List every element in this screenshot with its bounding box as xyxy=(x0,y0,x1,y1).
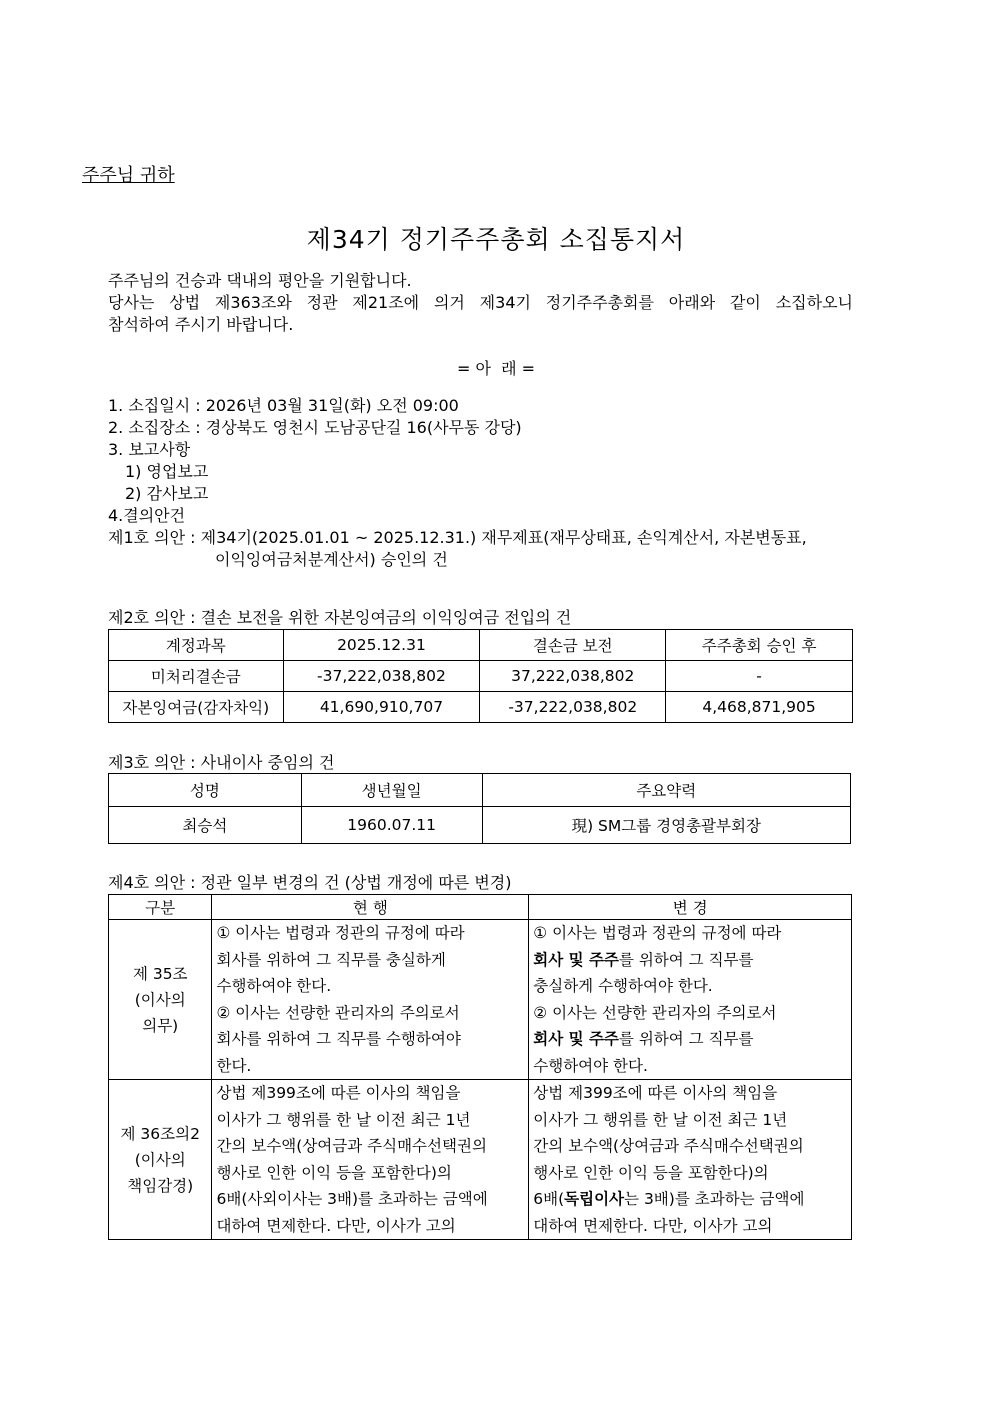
agenda1-line-2: 이익잉여금처분계산서) 승인의 건 xyxy=(215,550,448,569)
bold-text: 회사 및 주주 xyxy=(533,1030,619,1048)
header-cell: 성명 xyxy=(109,774,302,807)
text-line: 간의 보수액(상여금과 주식매수선택권의 xyxy=(216,1137,487,1155)
text-line: 이사가 그 행위를 한 날 이전 최근 1년 xyxy=(533,1110,788,1129)
article-35-label xyxy=(109,920,212,1080)
text-line: ② 이사는 선량한 관리자의 주의로서 xyxy=(216,1003,460,1022)
table-row xyxy=(109,661,853,692)
table-cell: 現) SM그룹 경영총괄부회장 xyxy=(482,807,850,844)
article-36-current xyxy=(212,1080,529,1240)
header-cell: 현 행 xyxy=(212,895,529,920)
header-cell: 변 경 xyxy=(529,895,852,920)
table-cell: 37,222,038,802 xyxy=(480,661,666,692)
agenda4-caption: 제4호 의안 : 정관 일부 변경의 건 (상법 개정에 따른 변경) xyxy=(108,873,512,892)
bold-text: 독립이사 xyxy=(564,1190,625,1208)
agenda3-caption: 제3호 의안 : 사내이사 중임의 건 xyxy=(108,753,335,772)
text-line: 6배(사외이사는 3배)를 초과하는 금액에 xyxy=(216,1190,488,1208)
meeting-date: 1. 소집일시 : 2026년 03월 31일(화) 오전 09:00 xyxy=(108,396,459,415)
header-cell: 주요약력 xyxy=(482,774,850,807)
text-line: 회사를 위하여 그 직무를 충실하게 xyxy=(216,950,446,969)
header-cell: 생년월일 xyxy=(301,774,482,807)
header-cell: 2025.12.31 xyxy=(283,630,480,661)
text-line: 대하여 면제한다. 다만, 이사가 고의 xyxy=(216,1216,456,1235)
table-row xyxy=(109,1080,852,1240)
intro-line-1: 주주님의 건승과 댁내의 평안을 기원합니다. xyxy=(108,271,412,290)
label-line: 제 36조의2 xyxy=(120,1124,200,1143)
table-cell: -37,222,038,802 xyxy=(480,692,666,723)
table-cell: 1960.07.11 xyxy=(301,807,482,844)
table-row xyxy=(109,807,851,844)
text-line xyxy=(533,947,848,974)
text-line: 이사가 그 행위를 한 날 이전 최근 1년 xyxy=(216,1110,471,1129)
intro-paragraph xyxy=(108,270,853,336)
addressee: 주주님 귀하 xyxy=(82,165,175,186)
table-header-row xyxy=(109,774,851,807)
table-cell: -37,222,038,802 xyxy=(283,661,480,692)
text: 는 3배)를 초과하는 금액에 xyxy=(624,1190,805,1208)
text: 를 위하여 그 직무를 xyxy=(618,1030,754,1048)
table-header-row xyxy=(109,630,853,661)
text-line: ① 이사는 법령과 정관의 규정에 따라 xyxy=(533,924,782,942)
label-line: (이사의 xyxy=(134,1150,186,1169)
table-header-row xyxy=(109,895,852,920)
agenda1-line-1: 제1호 의안 : 제34기(2025.01.01 ~ 2025.12.31.) 재무제표(재무상태표, 손익계산서, 자본변동표, xyxy=(108,528,807,547)
text-line: 행사로 인한 이익 등을 포함한다)의 xyxy=(533,1163,769,1182)
label-line: (이사의 xyxy=(134,990,186,1009)
text-line: 대하여 면제한다. 다만, 이사가 고의 xyxy=(533,1216,773,1235)
agenda2-caption: 제2호 의안 : 결손 보전을 위한 자본잉여금의 이익잉여금 전입의 건 xyxy=(108,608,572,627)
label-line: 제 35조 xyxy=(132,964,188,983)
text-line: 상법 제399조에 따른 이사의 책임을 xyxy=(216,1084,461,1102)
notice-heading: = 아 래 = xyxy=(456,359,536,378)
table-row xyxy=(109,920,852,1080)
header-cell: 구분 xyxy=(109,895,212,920)
agenda2-table xyxy=(108,629,853,723)
text-line: 수행하여야 한다. xyxy=(216,977,332,995)
report-item-business: 1) 영업보고 xyxy=(125,462,209,481)
article-35-changed xyxy=(529,920,852,1080)
resolution-heading: 4.결의안건 xyxy=(108,506,186,525)
table-cell: 미처리결손금 xyxy=(109,661,284,692)
text-line: 수행하여야 한다. xyxy=(533,1056,648,1075)
text-line: 충실하게 수행하여야 한다. xyxy=(533,977,713,995)
text-line xyxy=(533,1186,848,1213)
label-line: 의무) xyxy=(142,1016,179,1035)
meeting-items xyxy=(108,395,807,571)
report-item-audit: 2) 감사보고 xyxy=(125,484,209,503)
article-35-current xyxy=(212,920,529,1080)
text-line: 간의 보수액(상여금과 주식매수선택권의 xyxy=(533,1137,804,1155)
text-line: ② 이사는 선량한 관리자의 주의로서 xyxy=(533,1003,777,1022)
article-36-label xyxy=(109,1080,212,1240)
text: 6배( xyxy=(533,1190,565,1208)
page-title: 제34기 정기주주총회 소집통지서 xyxy=(306,225,686,254)
text-line xyxy=(533,1026,848,1053)
intro-line-3: 참석하여 주시기 바랍니다. xyxy=(108,315,294,334)
table-cell: 4,468,871,905 xyxy=(666,692,853,723)
agenda3-table xyxy=(108,773,851,844)
table-cell: 자본잉여금(감자차익) xyxy=(109,692,284,723)
text-line: 회사를 위하여 그 직무를 수행하여야 xyxy=(216,1030,461,1048)
intro-line-2: 당사는 상법 제363조와 정관 제21조에 의거 제34기 정기주주총회를 아래와 같이 소집하오니 xyxy=(108,293,853,312)
text-line: 한다. xyxy=(216,1056,252,1075)
table-cell: 최승석 xyxy=(109,807,302,844)
table-cell: 41,690,910,707 xyxy=(283,692,480,723)
table-cell: - xyxy=(666,661,853,692)
header-cell: 계정과목 xyxy=(109,630,284,661)
article-36-changed xyxy=(529,1080,852,1240)
table-row xyxy=(109,692,853,723)
meeting-place: 2. 소집장소 : 경상북도 영천시 도남공단길 16(사무동 강당) xyxy=(108,418,522,437)
agenda4-table xyxy=(108,894,852,1240)
text: 를 위하여 그 직무를 xyxy=(618,950,754,969)
header-cell: 결손금 보전 xyxy=(480,630,666,661)
text-line: ① 이사는 법령과 정관의 규정에 따라 xyxy=(216,924,465,942)
text-line: 행사로 인한 이익 등을 포함한다)의 xyxy=(216,1163,452,1182)
bold-text: 회사 및 주주 xyxy=(533,950,619,969)
text-line: 상법 제399조에 따른 이사의 책임을 xyxy=(533,1084,778,1102)
label-line: 책임감경) xyxy=(127,1176,194,1195)
report-items-heading: 3. 보고사항 xyxy=(108,440,191,459)
header-cell: 주주총회 승인 후 xyxy=(666,630,853,661)
